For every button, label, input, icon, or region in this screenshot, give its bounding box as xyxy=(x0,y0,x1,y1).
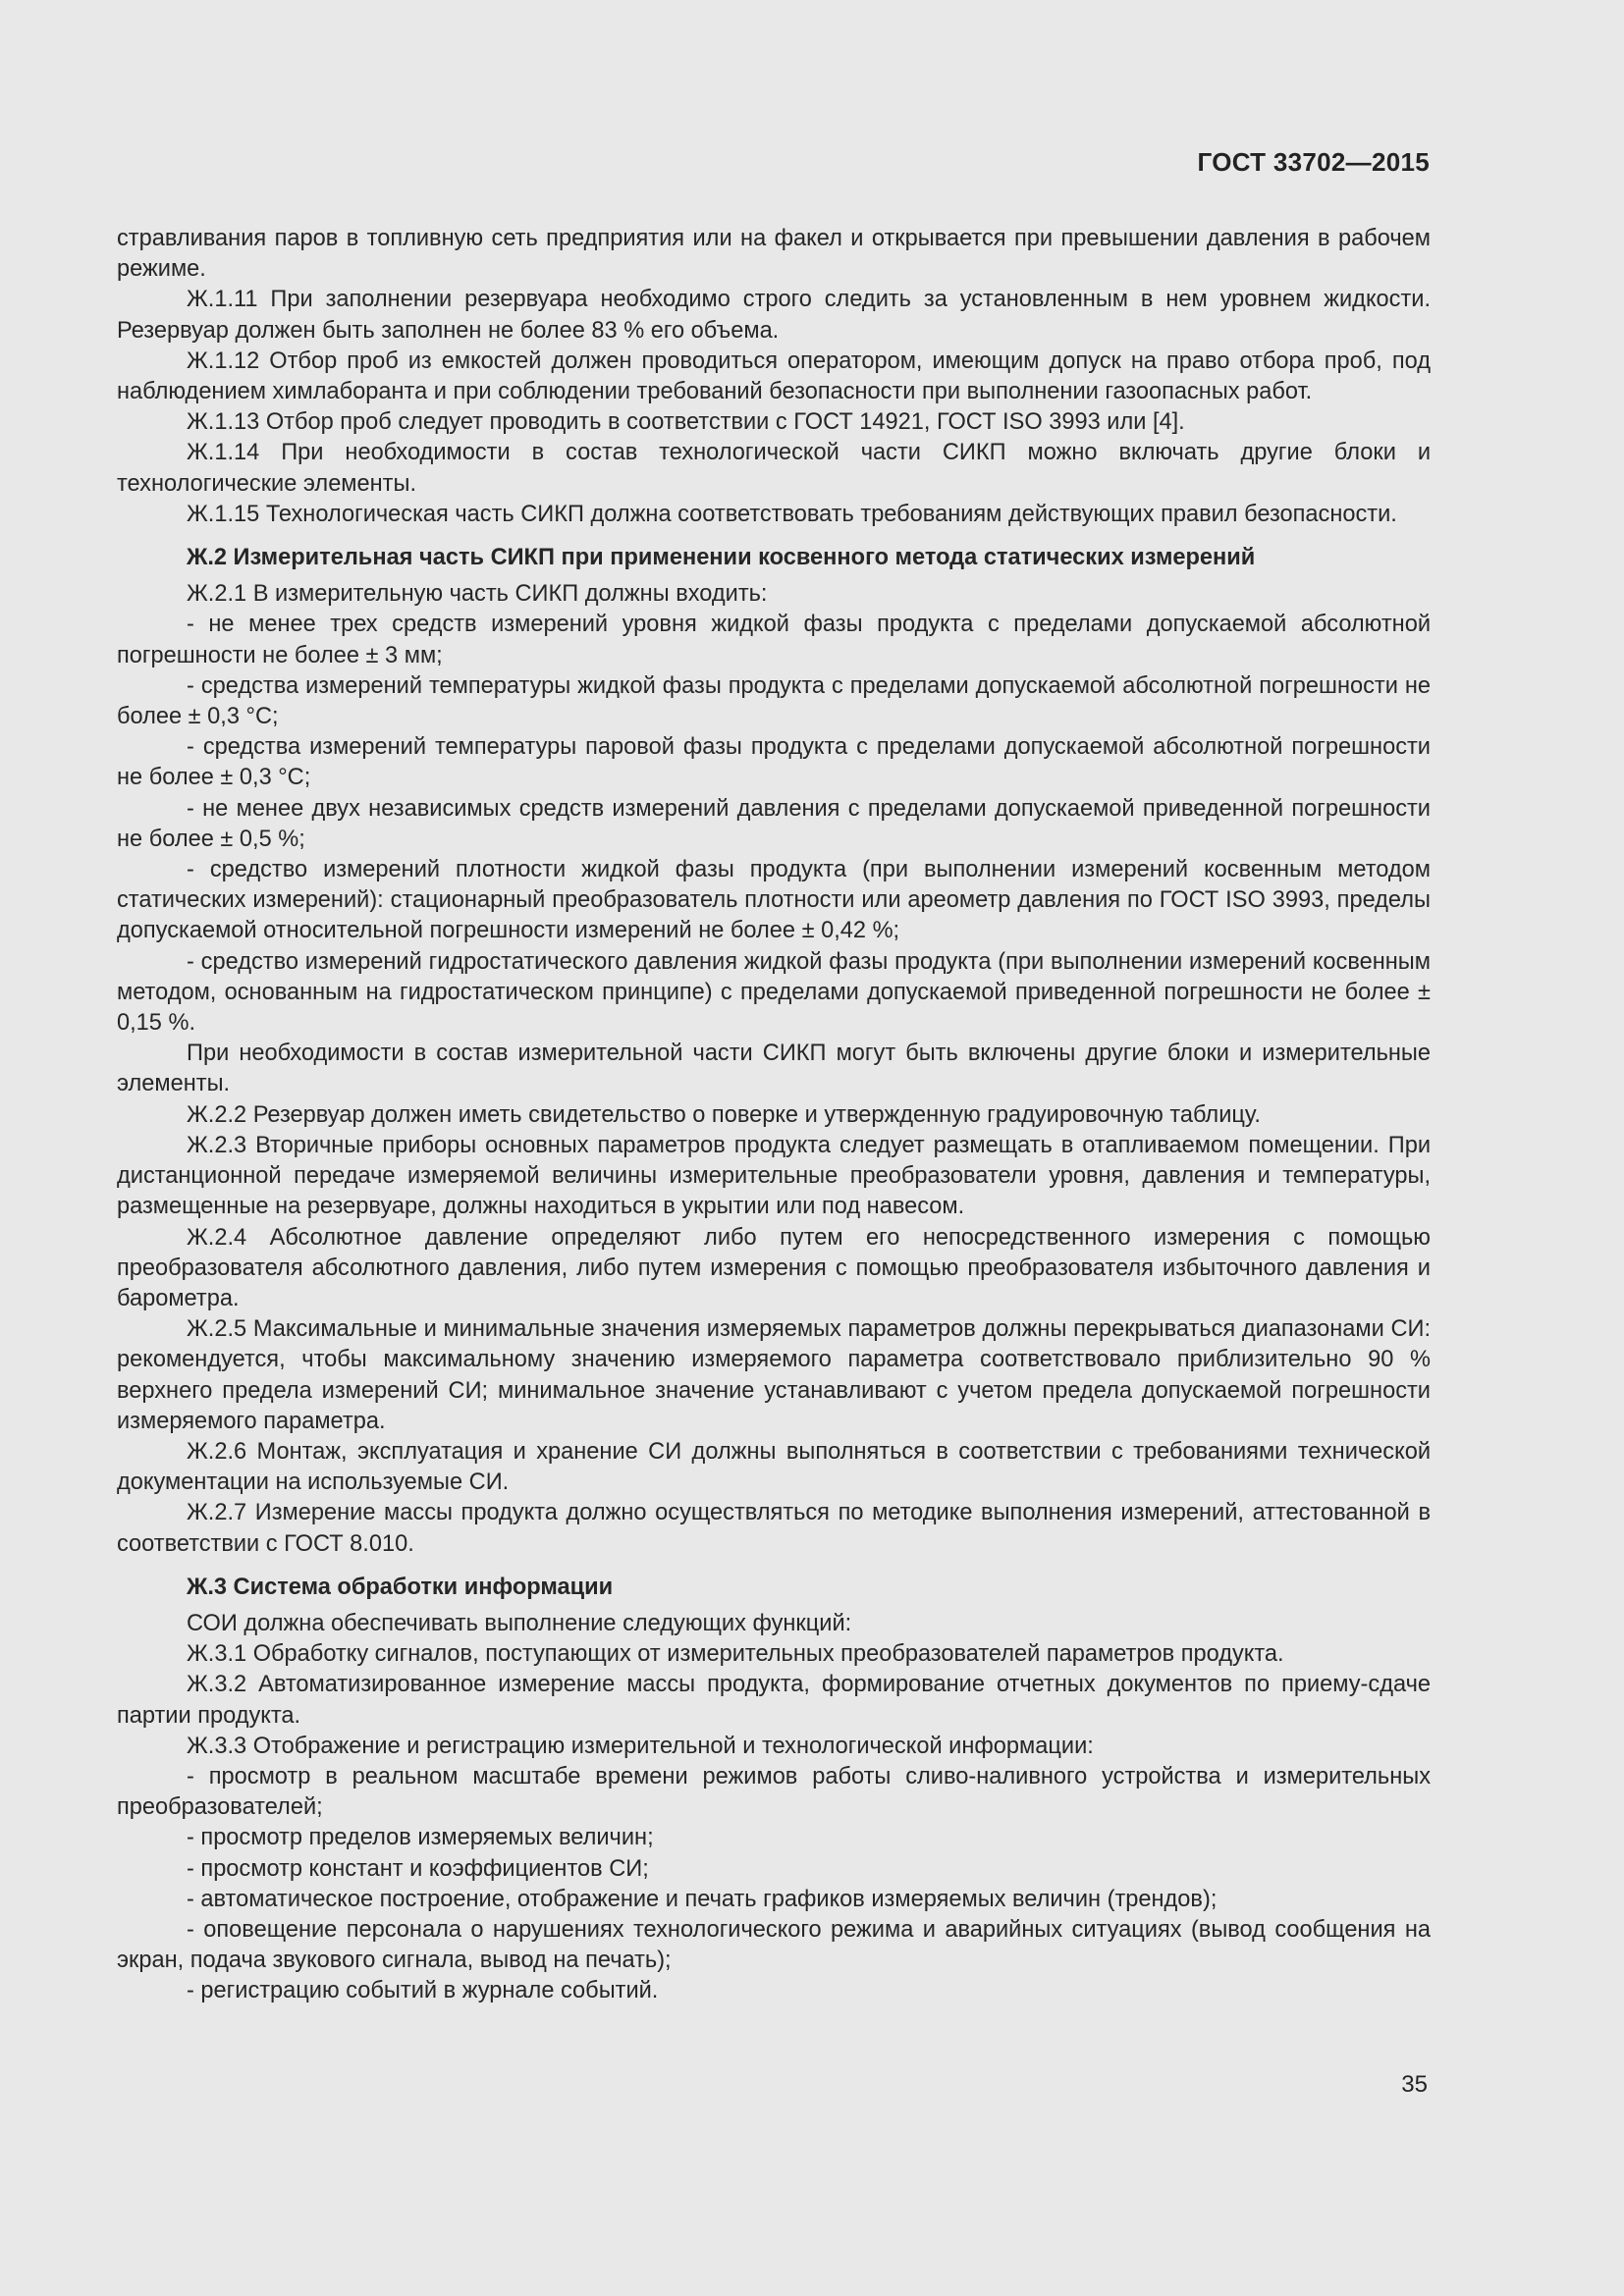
body-paragraph: Ж.2.6 Монтаж, эксплуатация и хранение СИ должны выполняться в соответствии с требованиями технической документации на используемые СИ. xyxy=(117,1438,1431,1496)
body-paragraph: Ж.3.3 Отображение и регистрацию измерительной и технологической информации: xyxy=(187,1733,1094,1759)
body-paragraph: Ж.1.12 Отбор проб из емкостей должен проводиться оператором, имеющим допуск на право отбора проб, под наблюдением химлаборанта и при соблюдении требований безопасности при выполнении газоопасных работ. xyxy=(117,347,1431,405)
body-paragraph: - не менее трех средств измерений уровня жидкой фазы продукта с пределами допускаемой абсолютной погрешности не более ± 3 мм; xyxy=(117,612,1431,668)
body-paragraph: При необходимости в состав измерительной части СИКП могут быть включены другие блоки и измерительные элементы. xyxy=(117,1041,1431,1097)
body-paragraph: Ж.1.15 Технологическая часть СИКП должна соответствовать требованиям действующих правил безопасности. xyxy=(187,501,1397,527)
body-paragraph: стравливания паров в топливную сеть предприятия или на факел и открывается при превышении давления в рабочем режиме. xyxy=(117,226,1431,283)
body-paragraph: Ж.2.7 Измерение массы продукта должно осуществляться по методике выполнения измерений, аттестованной в соответствии с ГОСТ 8.010. xyxy=(117,1500,1431,1557)
body-paragraph: - просмотр в реальном масштабе времени режимов работы сливо-наливного устройства и измерительных преобразователей; xyxy=(117,1763,1431,1821)
body-paragraph: - средства измерений температуры жидкой фазы продукта с пределами допускаемой абсолютной погрешности не более ± 0,3 °С; xyxy=(117,672,1431,730)
body-paragraph: - регистрацию событий в журнале событий. xyxy=(187,1978,659,2004)
document-body xyxy=(117,224,1431,2007)
body-paragraph: - средство измерений гидростатического давления жидкой фазы продукта (при выполнении измерений косвенным методом, основанным на гидростатическом принципе) с пределами допускаемой приведенной погрешности не более ± 0,15 %. xyxy=(117,948,1431,1037)
document-header: ГОСТ 33702—2015 xyxy=(1197,147,1430,177)
body-paragraph: - просмотр пределов измеряемых величин; xyxy=(187,1825,654,1851)
page-number: 35 xyxy=(1401,2071,1428,2098)
body-paragraph: - оповещение персонала о нарушениях технологического режима и аварийных ситуациях (вывод сообщения на экран, подача звукового сигнала, вывод на печать); xyxy=(117,1916,1431,1974)
body-paragraph: Ж.1.13 Отбор проб следует проводить в соответствии с ГОСТ 14921, ГОСТ ISO 3993 или [4]. xyxy=(187,409,1185,436)
section-heading: Ж.2 Измерительная часть СИКП при применении косвенного метода статических измерений xyxy=(187,545,1256,571)
body-paragraph: Ж.2.2 Резервуар должен иметь свидетельство о поверке и утвержденную градуировочную таблицу. xyxy=(187,1101,1261,1128)
body-paragraph: - не менее двух независимых средств измерений давления с пределами допускаемой приведенной погрешности не более ± 0,5 %; xyxy=(117,795,1431,852)
body-paragraph: Ж.1.11 При заполнении резервуара необходимо строго следить за установленным в нем уровнем жидкости. Резервуар должен быть заполнен не более 83 % его объема. xyxy=(117,287,1431,344)
body-paragraph: Ж.3.2 Автоматизированное измерение массы продукта, формирование отчетных документов по приему-сдаче партии продукта. xyxy=(117,1672,1431,1729)
body-paragraph: Ж.3.1 Обработку сигналов, поступающих от измерительных преобразователей параметров продукта. xyxy=(187,1641,1284,1668)
body-paragraph: - средства измерений температуры паровой фазы продукта с пределами допускаемой абсолютной погрешности не более ± 0,3 °С; xyxy=(117,734,1431,791)
body-paragraph: Ж.2.4 Абсолютное давление определяют либо путем его непосредственного измерения с помощью преобразователя абсолютного давления, либо путем измерения с помощью преобразователя избыточного давления и барометра. xyxy=(117,1224,1431,1311)
body-paragraph: Ж.2.5 Максимальные и минимальные значения измеряемых параметров должны перекрываться диапазонами СИ: рекомендуется, чтобы максимальному значению измеряемого параметра соответствовало приблизительно 90 % верхнего предела измерений СИ; минимальное значение устанавливают с учетом предела допускаемой погрешности измеряемого параметра. xyxy=(117,1316,1431,1434)
section-heading: Ж.3 Система обработки информации xyxy=(187,1574,614,1600)
body-paragraph: Ж.1.14 При необходимости в состав технологической части СИКП можно включать другие блоки и технологические элементы. xyxy=(117,440,1431,497)
body-paragraph: Ж.2.1 В измерительную часть СИКП должны входить: xyxy=(187,581,768,608)
body-paragraph: Ж.2.3 Вторичные приборы основных параметров продукта следует размещать в отапливаемом помещении. При дистанционной передаче измеряемой величины измерительные преобразователи уровня, давления и температуры, размещенные на резервуаре, должны находиться в укрытии или под навесом. xyxy=(117,1132,1431,1220)
body-paragraph: СОИ должна обеспечивать выполнение следующих функций: xyxy=(187,1610,852,1636)
body-paragraph: - автоматическое построение, отображение и печать графиков измеряемых величин (трендов); xyxy=(187,1886,1218,1912)
body-paragraph: - средство измерений плотности жидкой фазы продукта (при выполнении измерений косвенным методом статических измерений): стационарный преобразователь плотности или ареометр давления по ГОСТ ISO 3993, пределы допускаемой относительной погрешности измерений не более ± 0,42 %; xyxy=(117,857,1431,944)
body-paragraph: - просмотр констант и коэффициентов СИ; xyxy=(187,1855,649,1882)
